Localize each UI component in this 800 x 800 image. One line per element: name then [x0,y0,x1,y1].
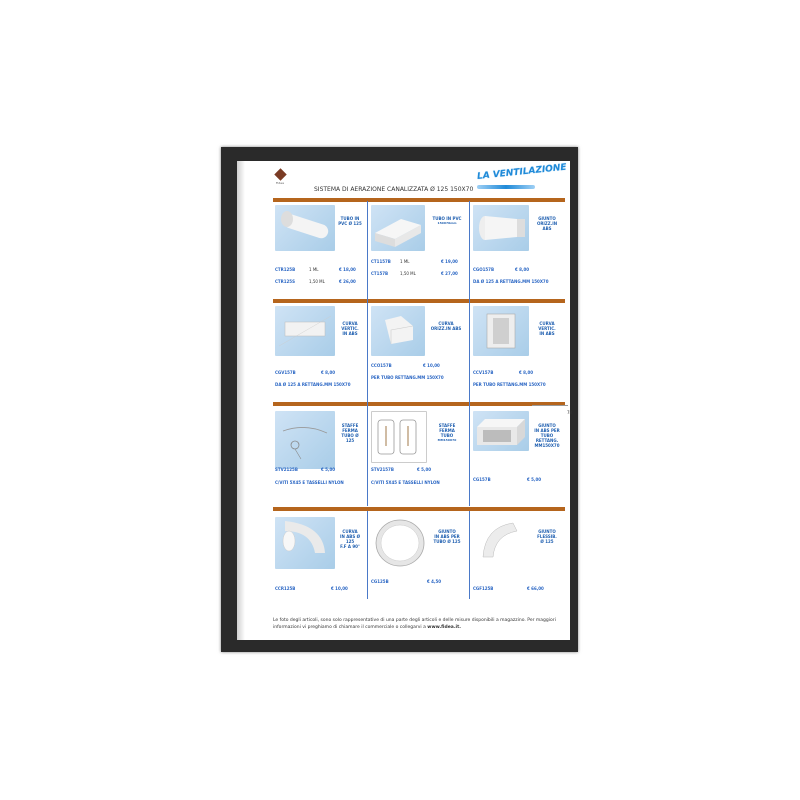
footer-note [273,617,563,631]
product-qty: 1,50 ML [400,271,416,276]
product-price: € 26,00 [339,279,356,284]
brand-text: LA VENTILAZIONE [476,162,568,183]
product-image-round-pipe [275,205,335,251]
product-code: CT1157B [371,259,391,264]
product-image-rect-joint [473,411,529,451]
product-image-round-joint [371,517,429,569]
row-divider-bar [273,507,565,511]
product-code: CCR125B [275,586,296,591]
product-label: CURVA IN ABS Ø 125 F.F A 90° [339,529,361,549]
product-description: C/VITI 5X45 E TASSELLI NYLON [371,480,440,485]
product-label: GIUNTO IN ABS PER TUBO RETTANG. MM150X70 [534,423,560,448]
row-divider-bar [273,402,565,406]
product-image-vertical-curve [275,306,335,356]
product-price: € 5,00 [417,467,432,472]
product-label: CURVA VERTIC. IN ABS [341,321,359,336]
product-price: € 10,00 [423,363,440,368]
page-title: SISTEMA DI AERAZIONE CANALIZZATA Ø 125 150X70 [314,186,474,193]
product-label: GIUNTO IN ABS PER TUBO Ø 125 [433,529,461,544]
product-qty: 1,50 ML [309,279,325,284]
product-description: PER TUBO RETTANG.MM 150X70 [473,382,546,387]
side-rule [532,405,568,406]
column-divider [469,511,470,599]
product-description: C/VITI 5X45 E TASSELLI NYLON [275,480,344,485]
product-qty: 1 ML [400,259,410,264]
product-price: € 27,00 [441,271,458,276]
product-code: CGV157B [275,370,296,375]
product-code: STV2157B [371,467,394,472]
product-image-horizontal-joint [473,205,529,251]
product-label: CURVA ORIZZ.IN ABS [430,321,462,331]
product-price: € 8,00 [519,370,534,375]
product-price: € 8,00 [515,267,530,272]
product-code: CTR125B [275,267,296,272]
product-code: CG157B [473,477,491,482]
product-image-pipe-bracket-round [275,411,335,469]
product-image-rect-pipe [371,205,425,251]
column-divider [469,201,470,506]
page-shadow [237,161,245,640]
product-image-horizontal-curve [371,306,425,356]
product-description: DA Ø 125 A RETTANG.MM 150X70 [275,382,351,387]
product-code: CG125B [371,579,389,584]
column-divider [367,511,368,599]
product-description: DA Ø 125 A RETTANG.MM 150X70 [473,279,549,284]
product-label: GIUNTO FLESSIB. Ø 125 [537,529,557,544]
row-divider-bar [273,198,565,202]
product-image-flexible-joint [473,517,529,561]
footer-link[interactable]: www.fidea.it. [427,625,461,630]
column-divider [367,201,368,506]
product-label: GIUNTO ORIZZ.IN ABS [536,216,558,231]
product-price: € 5,00 [527,477,542,482]
product-description: PER TUBO RETTANG.MM 150X70 [371,375,444,380]
logo-text: Fidea [276,181,284,185]
product-price: € 8,00 [321,370,336,375]
brand-logo [476,162,568,189]
product-price: € 66,00 [527,586,544,591]
row-divider-bar [273,299,565,303]
catalog-page [237,161,573,640]
company-logo [273,169,287,191]
product-code: STV2125B [275,467,298,472]
product-code: CCV157B [473,370,494,375]
product-price: € 5,00 [321,467,336,472]
product-code: CCO157B [371,363,392,368]
product-price: € 10,00 [331,586,348,591]
page-number: 78 [567,410,573,415]
product-code: CTR125S [275,279,295,284]
product-label: STAFFE FERMA TUBO MM150X70 [437,423,457,442]
product-label: TUBO IN PVC Ø 125 [338,216,362,226]
brand-wave [477,185,535,189]
product-price: € 18,00 [339,267,356,272]
product-price: € 4,50 [427,579,442,584]
product-code: CT157B [371,271,389,276]
product-image-90-degree-curve [275,517,335,569]
product-image-pipe-bracket-rect [371,411,427,463]
product-code: CGO157B [473,267,495,272]
product-qty: 1 ML [309,267,319,272]
product-label: CURVA VERTIC. IN ABS [538,321,556,336]
product-label: TUBO IN PVC 150X70mm [432,216,462,225]
footer-text: Le foto degli articoli, sono solo rappresentative di una parte degli articoli e delle misure disponibili a magazzino. Per maggiori informazioni vi preghiamo di chiamare il commerciale o collegarvi a [273,618,556,630]
document-frame [221,147,578,652]
logo-mark [274,168,286,180]
product-label: STAFFE FERMA TUBO Ø 125 [341,423,359,443]
product-image-vertical-curve-abs [473,306,529,356]
product-price: € 19,00 [441,259,458,264]
product-code: CGF125B [473,586,494,591]
